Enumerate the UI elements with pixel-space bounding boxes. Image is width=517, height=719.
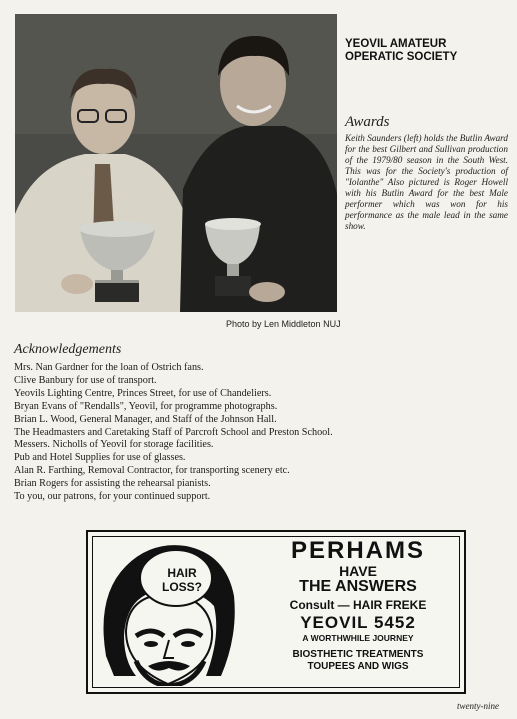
advert-consult: Consult — HAIR FREKE [289,598,427,612]
photo-credit: Photo by Len Middleton NUJ [226,319,341,329]
advert-copy [258,538,458,673]
bleed-through-texture [380,2,386,23]
list-item: Bryan Evans of "Rendalls", Yeovil, for programme photographs. [14,400,278,412]
balding-man-illustration [96,536,242,686]
page-number: twenty-nine [457,701,499,711]
list-item: Brian L. Wood, General Manager, and Staff of the Johnson Hall. [14,413,277,425]
list-item: Mrs. Nan Gardner for the loan of Ostrich fans. [14,362,204,373]
society-title: YEOVIL AMATEUR OPERATIC SOCIETY [345,38,458,63]
list-item: Messers. Nicholls of Yeovil for storage facilities. [14,439,214,451]
advert-answers: THE ANSWERS [299,578,417,595]
bubble-line-1: HAIR [167,566,197,580]
awards-caption: Keith Saunders (left) holds the Butlin Award for the best Gilbert and Sullivan production of the 1979/80 season in the South West. This was for the Society's production of "Iolanthe" Also pictured is Roger Howell with his Butlin Award for the best Male performer which was won for his performance as the male lead in the same show. [345,133,508,231]
acknowledgements-list [14,362,333,504]
list-item: The Headmasters and Caretaking Staff of Parcroft School and Preston School. [14,426,333,438]
advert-have: HAVE [339,563,377,579]
advert-wigs: TOUPEES AND WIGS [307,661,409,672]
list-item: Brian Rogers for assisting the rehearsal pianists. [14,478,211,490]
list-item: Pub and Hotel Supplies for use of glasses. [14,452,186,464]
perhams-advertisement [86,530,466,694]
list-item: Clive Banbury for use of transport. [14,374,157,386]
list-item: Alan R. Farthing, Removal Contractor, for transporting scenery etc. [14,465,290,477]
advert-tagline: A WORTHWHILE JOURNEY [302,633,414,643]
list-item: To you, our patrons, for your continued support. [14,491,211,503]
advert-brand: PERHAMS [290,537,425,564]
bubble-line-2: LOSS? [161,580,202,594]
list-item: Yeovils Lighting Centre, Princes Street, for use of Chandeliers. [14,387,272,399]
advert-treatments: BIOSTHETIC TREATMENTS [292,649,424,660]
acknowledgements-heading: Acknowledgements [14,342,122,357]
hair-loss-bubble [150,566,214,622]
awards-heading: Awards [345,114,390,130]
advert-phone: YEOVIL 5452 [300,613,416,632]
award-photograph [15,14,337,312]
